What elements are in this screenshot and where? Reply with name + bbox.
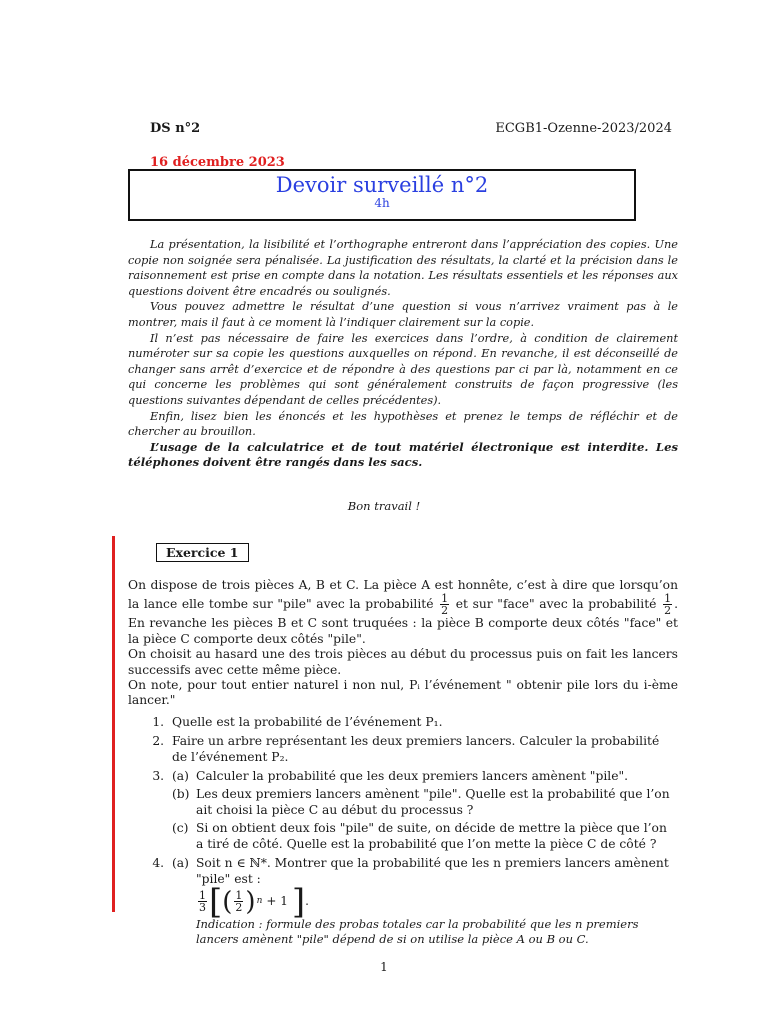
exercise-body: [128, 578, 678, 952]
question-3b: (b) Les deux premiers lancers amènent "pile". Quelle est la probabilité que l’on ait choisi la pièce C au début du processus ?: [172, 787, 670, 817]
instruction-paragraph: Il n’est pas nécessaire de faire les exercices dans l’ordre, à condition de clairement numéroter sur sa copie les questions auxquelles on répond. En revanche, il est déconseillé de changer sans arrêt d’exercice et de répondre à des questions par ci par là, notamment en ce qui concerne les problèmes qui sont généralement construits de façon progressive (les questions suivantes dépendant de celles précédentes).: [128, 331, 678, 407]
question-4a: 4. (a) Soit n ∈ ℕ*. Montrer que la probabilité que les n premiers lancers amènent "pile" est : $\frac{1}{3}$ [ ( $\frac{1}{2}$ ) n + 1 ] . Indication : formule des probas totales car la probabilité que les n premiers lancers amènent "pile" dépend de si on utilise la pièce A ou B ou C.: [172, 856, 669, 947]
question-3: [168, 769, 678, 852]
duration: 4h: [374, 196, 390, 210]
question-list: [128, 715, 678, 948]
title-box: [128, 169, 636, 221]
exercise-intro-2: On choisit au hasard une des trois pièces au début du processus puis on fait les lancers successifs avec cette même pièce.: [128, 647, 678, 677]
exam-date: 16 décembre 2023: [150, 155, 285, 170]
instruction-paragraph: Vous pouvez admettre le résultat d’une question si vous n’arrivez vraiment pas à le montrer, mais il faut à ce moment là l’indiquer clairement sur la copie.: [128, 300, 678, 329]
question-1: 1. Quelle est la probabilité de l’événement P₁.: [168, 715, 678, 730]
page-title: Devoir surveillé n°2: [275, 173, 489, 197]
fraction-one-half: $\frac{1}{2}$: [664, 592, 672, 618]
probability-formula: $\frac{1}{3}$ [ ( $\frac{1}{2}$ ) n + 1 ] .: [199, 881, 309, 922]
instruction-paragraph: La présentation, la lisibilité et l’orthographe entreront dans l’appréciation des copies. Une copie non soignée sera pénalisée. La justification des résultats, la clarté et la précision dans le raisonnement est prise en compte dans la notation. Les résultats essentiels et les réponses aux questions doivent être encadrés ou soulignés.: [128, 238, 678, 298]
question-3c: (c) Si on obtient deux fois "pile" de suite, on décide de mettre la pièce que l’on a tiré de côté. Quelle est la probabilité que l’on mette la pièce C de côté ?: [172, 821, 667, 851]
instructions: [128, 237, 678, 471]
indication: Indication : formule des probas totales car la probabilité que les n premiers lancers amènent "pile" dépend de si on utilise la pièce A ou B ou C.: [196, 916, 639, 947]
exercise-intro-3: On note, pour tout entier naturel i non nul, Pᵢ l’événement " obtenir pile lors du i-ème lancer.": [128, 678, 678, 708]
header-left: DS n°2: [150, 121, 201, 136]
calculator-rule: L’usage de la calculatrice et de tout matériel électronique est interdite. Les téléphones doivent être rangés dans les sacs.: [128, 439, 678, 470]
question-2: 2. Faire un arbre représentant les deux premiers lancers. Calculer la probabilité de l’événement P₂.: [168, 734, 678, 765]
page-number: 1: [380, 960, 388, 974]
closing-text: Bon travail !: [347, 499, 421, 513]
fraction-one-half: $\frac{1}{2}$: [441, 592, 449, 618]
question-4: [168, 856, 678, 948]
exercise-margin-bar: [112, 536, 115, 912]
exercise-label: Exercice 1: [156, 543, 249, 562]
question-3a: 3. (a) Calculer la probabilité que les deux premiers lancers amènent "pile".: [172, 769, 629, 784]
instruction-paragraph: Enfin, lisez bien les énoncés et les hypothèses et prenez le temps de réfléchir et de chercher au brouillon.: [128, 409, 678, 439]
exercise-intro: On dispose de trois pièces A, B et C. La pièce A est honnête, c’est à dire que lorsqu’on la lance elle tombe sur "pile" avec la probabilité $\frac{1}{2}$ et sur "face" avec la probabilité $\frac{1}{2}$ . En revanche les pièces B et C sont truquées : la pièce B comporte deux côtés "face" et la pièce C comporte deux côtés "pile".: [128, 578, 678, 646]
header-right: ECGB1-Ozenne-2023/2024: [495, 121, 672, 136]
